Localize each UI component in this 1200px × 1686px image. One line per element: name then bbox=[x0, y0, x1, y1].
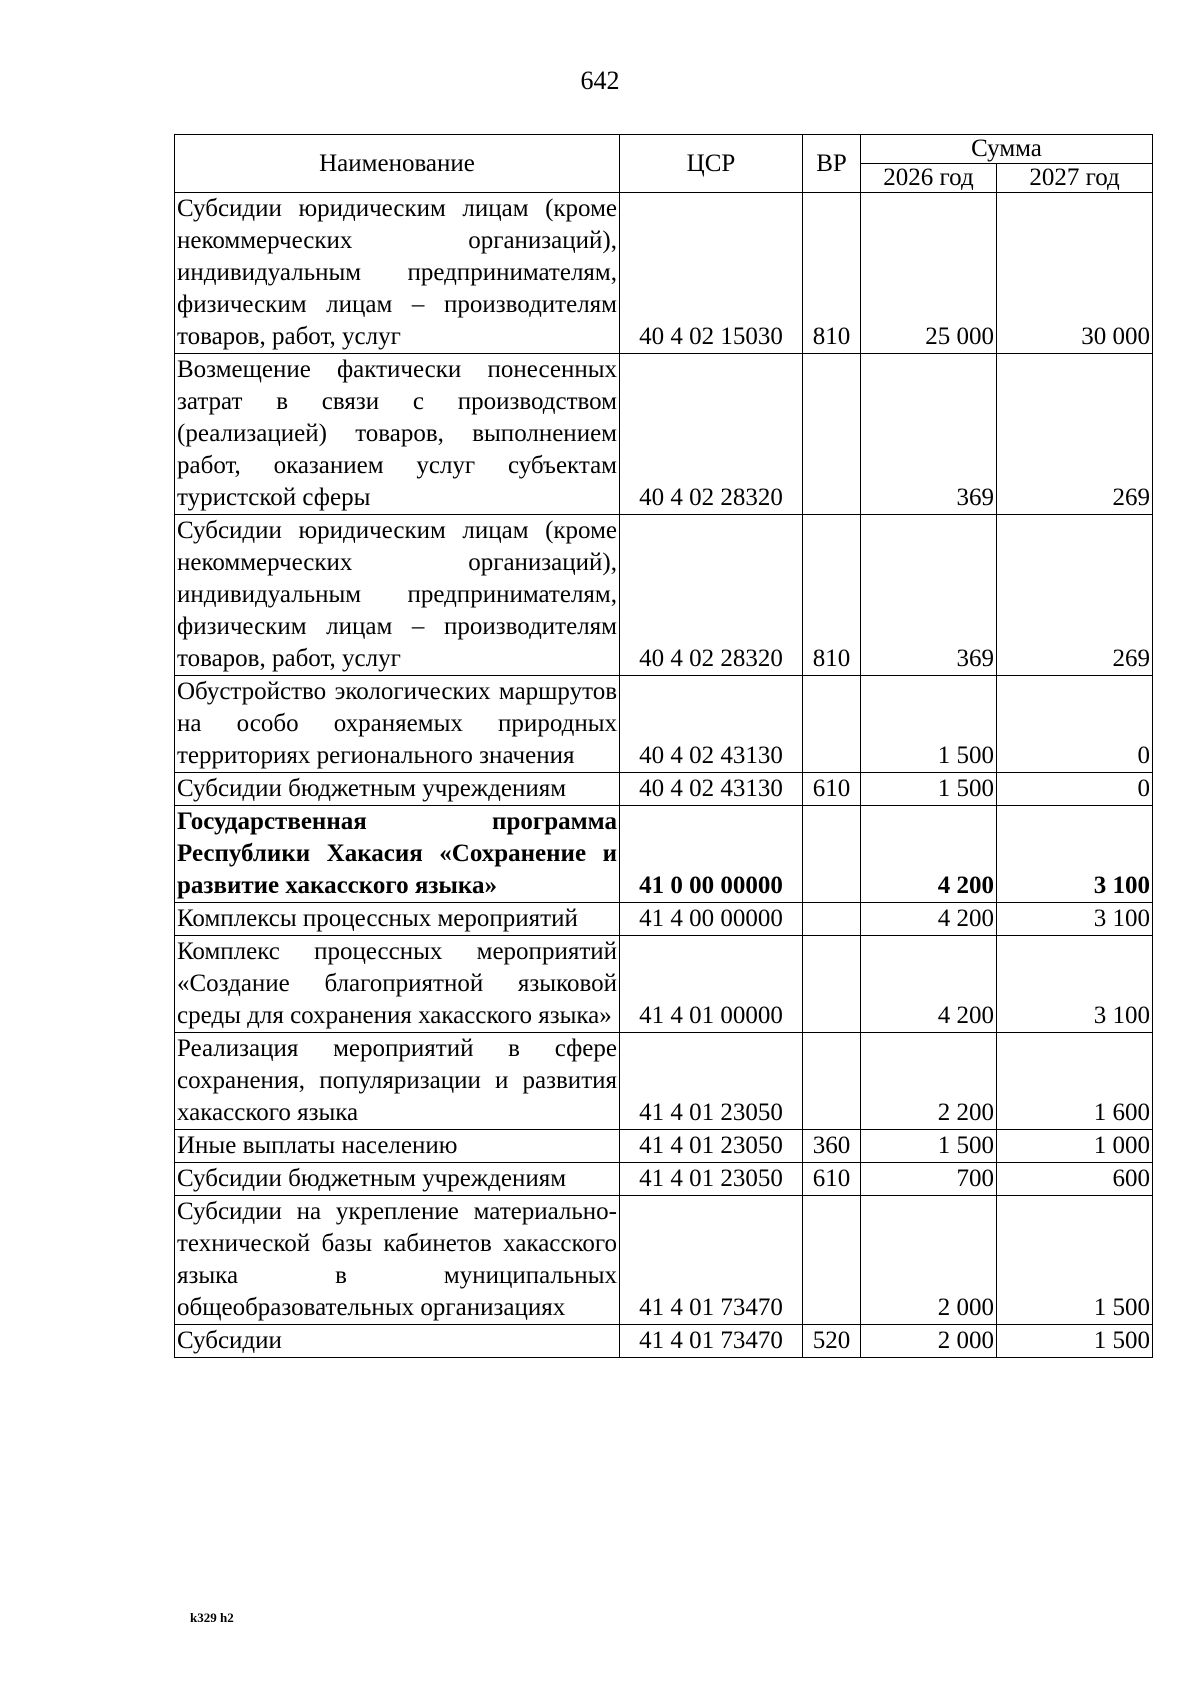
row-vr: 610 bbox=[803, 773, 861, 806]
row-sum-2027: 3 100 bbox=[997, 806, 1153, 903]
row-sum-2026: 369 bbox=[861, 354, 997, 515]
row-csr: 41 0 00 00000 bbox=[620, 806, 803, 903]
row-name: Субсидии bbox=[175, 1325, 620, 1358]
budget-table bbox=[174, 134, 1153, 1358]
row-vr: 810 bbox=[803, 193, 861, 354]
row-csr: 40 4 02 15030 bbox=[620, 193, 803, 354]
row-name: Возмещение фактически понесенных затрат в связи с производством (реализацией) товаров, выполнением работ, оказанием услуг субъектам туристской сферы bbox=[175, 354, 620, 515]
table-row bbox=[175, 773, 1153, 806]
row-sum-2026: 2 000 bbox=[861, 1196, 997, 1325]
row-name: Реализация мероприятий в сфере сохранения, популяризации и развития хакасского языка bbox=[175, 1033, 620, 1130]
table-row bbox=[175, 1163, 1153, 1196]
row-vr: 520 bbox=[803, 1325, 861, 1358]
row-sum-2026: 4 200 bbox=[861, 903, 997, 936]
row-csr: 41 4 01 73470 bbox=[620, 1325, 803, 1358]
row-csr: 41 4 01 73470 bbox=[620, 1196, 803, 1325]
row-csr: 40 4 02 28320 bbox=[620, 354, 803, 515]
row-sum-2026: 700 bbox=[861, 1163, 997, 1196]
header-csr: ЦСР bbox=[620, 135, 803, 193]
row-sum-2026: 369 bbox=[861, 515, 997, 676]
row-vr: 810 bbox=[803, 515, 861, 676]
row-name: Субсидии на укрепление материально-технической базы кабинетов хакасского языка в муниципальных общеобразовательных организациях bbox=[175, 1196, 620, 1325]
table-row bbox=[175, 1033, 1153, 1130]
row-csr: 40 4 02 28320 bbox=[620, 515, 803, 676]
footer-code: k329 h2 bbox=[190, 1610, 234, 1625]
table-row bbox=[175, 903, 1153, 936]
header-sum: Сумма bbox=[861, 135, 1153, 164]
table-row bbox=[175, 515, 1153, 676]
row-sum-2026: 2 000 bbox=[861, 1325, 997, 1358]
row-vr bbox=[803, 354, 861, 515]
table-row bbox=[175, 193, 1153, 354]
row-vr bbox=[803, 936, 861, 1033]
row-vr bbox=[803, 903, 861, 936]
row-csr: 40 4 02 43130 bbox=[620, 773, 803, 806]
table-body bbox=[175, 193, 1153, 1358]
table-row bbox=[175, 936, 1153, 1033]
row-name: Обустройство экологических маршрутов на особо охраняемых природных территориях регионального значения bbox=[175, 676, 620, 773]
row-sum-2027: 0 bbox=[997, 773, 1153, 806]
row-sum-2027: 1 600 bbox=[997, 1033, 1153, 1130]
header-vr: ВР bbox=[803, 135, 861, 193]
row-vr bbox=[803, 1196, 861, 1325]
row-name: Субсидии юридическим лицам (кроме некоммерческих организаций), индивидуальным предпринимателям, физическим лицам – производителям товаров, работ, услуг bbox=[175, 515, 620, 676]
table-row bbox=[175, 806, 1153, 903]
header-year-2027: 2027 год bbox=[997, 164, 1153, 193]
row-sum-2027: 1 000 bbox=[997, 1130, 1153, 1163]
row-sum-2027: 3 100 bbox=[997, 936, 1153, 1033]
row-sum-2026: 25 000 bbox=[861, 193, 997, 354]
row-sum-2026: 4 200 bbox=[861, 806, 997, 903]
row-sum-2027: 3 100 bbox=[997, 903, 1153, 936]
row-sum-2027: 1 500 bbox=[997, 1196, 1153, 1325]
row-vr: 360 bbox=[803, 1130, 861, 1163]
row-sum-2027: 1 500 bbox=[997, 1325, 1153, 1358]
row-csr: 41 4 01 23050 bbox=[620, 1033, 803, 1130]
row-csr: 41 4 01 23050 bbox=[620, 1163, 803, 1196]
table-row bbox=[175, 1325, 1153, 1358]
table-header bbox=[175, 135, 1153, 193]
table-row bbox=[175, 1130, 1153, 1163]
row-sum-2026: 4 200 bbox=[861, 936, 997, 1033]
row-name: Иные выплаты населению bbox=[175, 1130, 620, 1163]
row-sum-2026: 1 500 bbox=[861, 676, 997, 773]
row-sum-2027: 269 bbox=[997, 354, 1153, 515]
row-name: Субсидии юридическим лицам (кроме некоммерческих организаций), индивидуальным предпринимателям, физическим лицам – производителям товаров, работ, услуг bbox=[175, 193, 620, 354]
row-name: Государственная программа Республики Хакасия «Сохранение и развитие хакасского языка» bbox=[175, 806, 620, 903]
row-csr: 41 4 01 00000 bbox=[620, 936, 803, 1033]
row-sum-2026: 1 500 bbox=[861, 1130, 997, 1163]
header-year-2026: 2026 год bbox=[861, 164, 997, 193]
row-name: Комплексы процессных мероприятий bbox=[175, 903, 620, 936]
header-name: Наименование bbox=[175, 135, 620, 193]
page-number: 642 bbox=[580, 66, 620, 95]
row-sum-2027: 30 000 bbox=[997, 193, 1153, 354]
row-vr: 610 bbox=[803, 1163, 861, 1196]
row-vr bbox=[803, 676, 861, 773]
row-csr: 40 4 02 43130 bbox=[620, 676, 803, 773]
row-sum-2027: 0 bbox=[997, 676, 1153, 773]
row-vr bbox=[803, 806, 861, 903]
table-row bbox=[175, 676, 1153, 773]
row-name: Субсидии бюджетным учреждениям bbox=[175, 1163, 620, 1196]
row-name: Комплекс процессных мероприятий «Создание благоприятной языковой среды для сохранения хакасского языка» bbox=[175, 936, 620, 1033]
table-row bbox=[175, 1196, 1153, 1325]
row-sum-2026: 2 200 bbox=[861, 1033, 997, 1130]
row-csr: 41 4 01 23050 bbox=[620, 1130, 803, 1163]
row-sum-2027: 600 bbox=[997, 1163, 1153, 1196]
row-sum-2027: 269 bbox=[997, 515, 1153, 676]
row-vr bbox=[803, 1033, 861, 1130]
table-row bbox=[175, 354, 1153, 515]
row-csr: 41 4 00 00000 bbox=[620, 903, 803, 936]
row-sum-2026: 1 500 bbox=[861, 773, 997, 806]
row-name: Субсидии бюджетным учреждениям bbox=[175, 773, 620, 806]
